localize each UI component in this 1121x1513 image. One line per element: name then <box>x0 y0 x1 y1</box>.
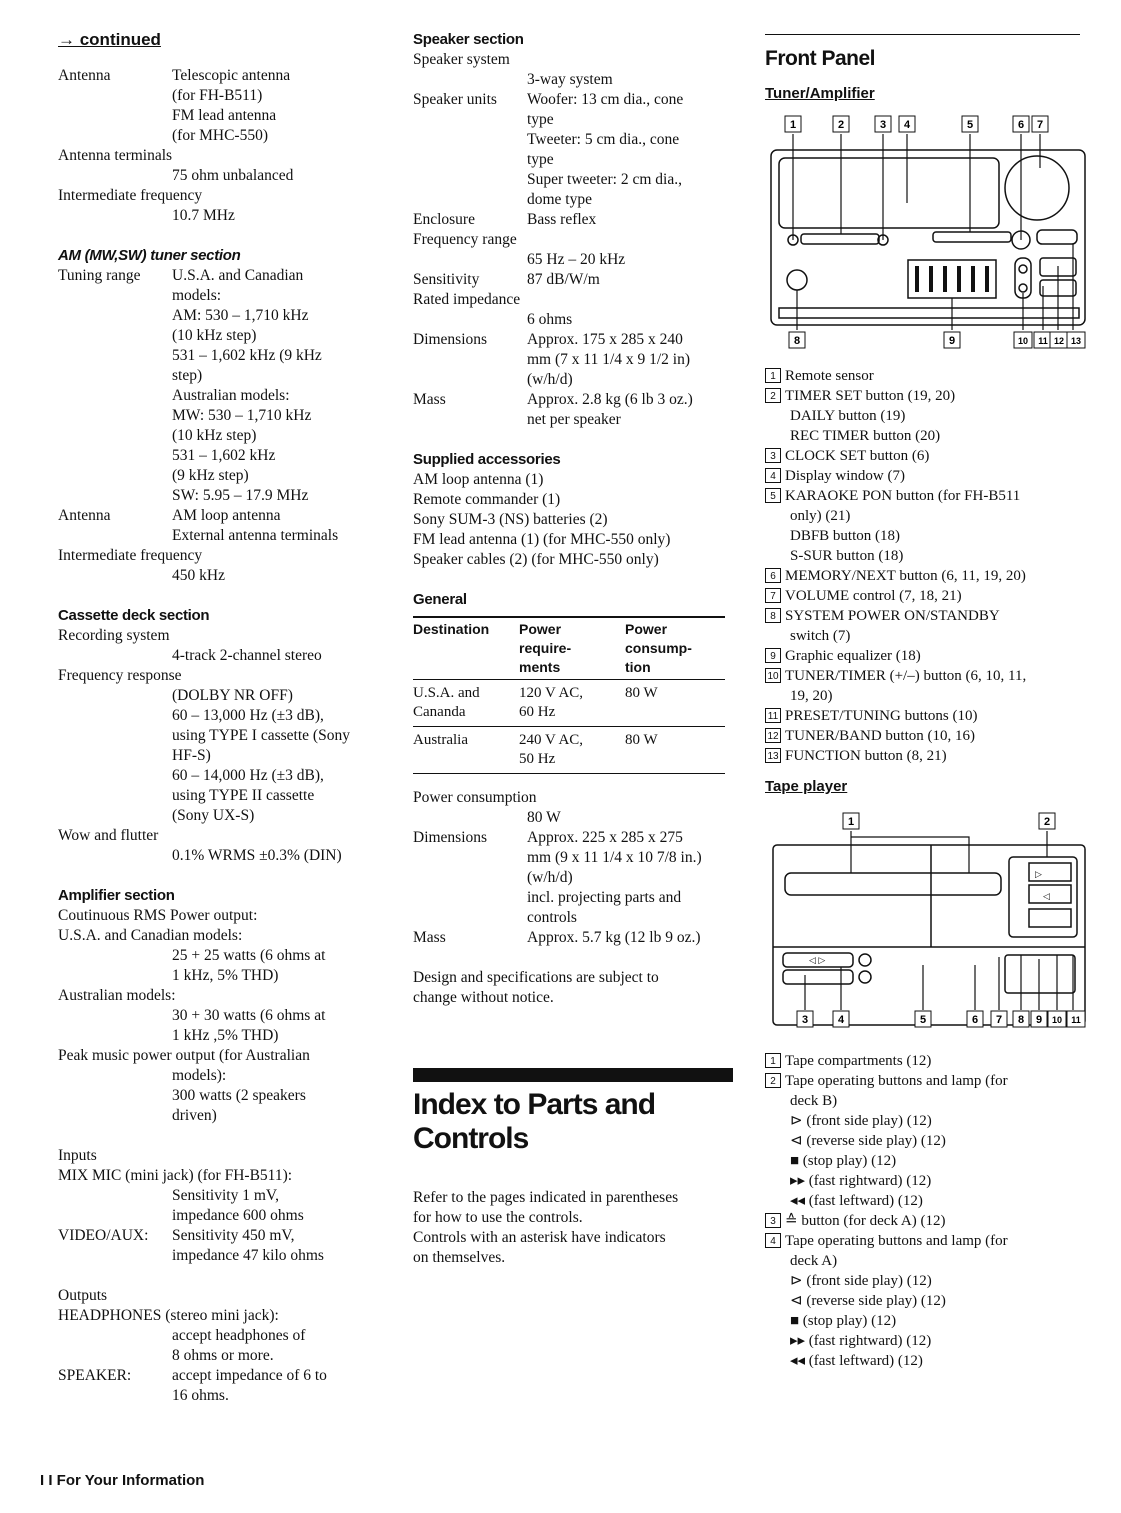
accessory-line: Remote commander (1) <box>413 491 561 508</box>
index-subitem: ⊲ (reverse side play) (12) <box>790 1133 946 1149</box>
index-item <box>765 1231 1095 1251</box>
index-subitem: ■ (stop play) (12) <box>790 1313 897 1329</box>
tape-player-diagram <box>765 805 1095 1045</box>
callout-5 <box>962 116 978 132</box>
index-number: 4 <box>765 468 781 483</box>
index-number: 1 <box>765 1053 781 1068</box>
index-number: 6 <box>765 568 781 583</box>
index-title <box>413 1088 733 1156</box>
index-text: Graphic equalizer (18) <box>785 648 921 664</box>
callout-9 <box>944 332 960 348</box>
tape-callout-2 <box>1039 813 1055 829</box>
index-text: on themselves. <box>413 1249 506 1266</box>
tape-callout-9 <box>1031 1011 1047 1027</box>
index-subitem: ◂◂ (fast leftward) (12) <box>790 1353 923 1369</box>
spec-cont: 16 ohms. <box>172 1387 229 1404</box>
index-number: 9 <box>765 648 781 663</box>
index-text: ≙ button (for deck A) (12) <box>785 1213 946 1229</box>
index-text: Controls with an asterisk have indicators <box>413 1229 666 1246</box>
spec-label: Intermediate frequency <box>58 547 203 564</box>
spec-line: U.S.A. and Canadian models: <box>58 927 243 944</box>
spec-line: Australian models: <box>58 987 176 1004</box>
spec-cont: External antenna terminals <box>172 527 339 544</box>
spec-cont: Australian models: <box>172 387 290 404</box>
spec-value: 75 ohm unbalanced <box>172 167 294 184</box>
index-item <box>765 1051 1095 1071</box>
spec-label: Antenna terminals <box>58 147 173 164</box>
spec-cont: models: <box>172 287 222 304</box>
spec-cont: (w/h/d) <box>527 371 573 388</box>
svg-text:11: 11 <box>1038 336 1048 346</box>
spec-value: 3-way system <box>527 71 613 88</box>
table-cell: 80 W <box>625 727 725 774</box>
spec-label: Antenna <box>58 67 111 84</box>
tape-callout-3 <box>797 1011 813 1027</box>
spec-tuning-range <box>58 266 388 286</box>
callout-3 <box>875 116 891 132</box>
spec-line: Coutinuous RMS Power output: <box>58 907 258 924</box>
index-subitem: ▸▸ (fast rightward) (12) <box>790 1333 932 1349</box>
index-text: Refer to the pages indicated in parentheses <box>413 1189 679 1206</box>
index-subitem: REC TIMER button (20) <box>790 428 941 444</box>
spec-cont: driven) <box>172 1107 217 1124</box>
svg-text:9: 9 <box>1035 1014 1043 1026</box>
table-header <box>519 617 625 680</box>
spec-cont: (w/h/d) <box>527 869 573 886</box>
spec-value: 10.7 MHz <box>172 207 235 224</box>
svg-text:6: 6 <box>1017 119 1025 131</box>
index-number: 13 <box>765 748 781 763</box>
spec-video-aux <box>58 1226 388 1246</box>
tape-callout-11 <box>1067 1011 1085 1027</box>
spec-value: Telescopic antenna <box>172 67 291 84</box>
spec-cont: AM: 530 – 1,710 kHz <box>172 307 309 324</box>
svg-text:5: 5 <box>966 119 974 131</box>
cell-text: Cananda <box>413 704 466 720</box>
index-number: 11 <box>765 708 781 723</box>
svg-text:9: 9 <box>948 335 956 347</box>
specs-column-2 <box>413 30 733 1268</box>
spec-cont: FM lead antenna <box>172 107 277 124</box>
tape-callout-8 <box>1013 1011 1029 1027</box>
specs-column-1 <box>58 30 388 1406</box>
spec-label: Frequency range <box>413 231 517 248</box>
spec-line: HEADPHONES (stereo mini jack): <box>58 1307 279 1324</box>
callout-12 <box>1050 332 1068 348</box>
spec-cont: impedance 600 ohms <box>172 1207 304 1224</box>
cell-text: 60 Hz <box>519 704 556 720</box>
index-item <box>765 646 1095 666</box>
spec-value: 4-track 2-channel stereo <box>172 647 322 664</box>
svg-text:10: 10 <box>1017 336 1029 346</box>
spec-value: Approx. 2.8 kg (6 lb 3 oz.) <box>527 391 693 408</box>
design-note: Design and specifications are subject to <box>413 969 659 986</box>
tape-callout-7 <box>991 1011 1007 1027</box>
index-number: 3 <box>765 448 781 463</box>
spec-label: Rated impedance <box>413 291 521 308</box>
spec-label: Tuning range <box>58 267 141 284</box>
index-item <box>765 446 1095 466</box>
table-cell <box>519 680 625 727</box>
header-text: consump- <box>625 640 692 656</box>
svg-text:10: 10 <box>1051 1015 1063 1025</box>
index-text: Tape compartments (12) <box>785 1053 932 1069</box>
index-item <box>765 726 1095 746</box>
spec-cont: (Sony UX-S) <box>172 807 255 824</box>
spec-cont: mm (7 x 11 1/4 x 9 1/2 in) <box>527 351 691 368</box>
volume-knob <box>1005 156 1069 220</box>
header-text: Destination <box>413 621 490 637</box>
spec-label: Power consumption <box>413 789 537 806</box>
spec-cont: (10 kHz step) <box>172 327 257 344</box>
index-text: TIMER SET button (19, 20) <box>785 388 956 404</box>
accessory-line: FM lead antenna (1) (for MHC-550 only) <box>413 531 671 548</box>
spec-label: Frequency response <box>58 667 182 684</box>
tuner-amplifier-diagram <box>765 108 1095 358</box>
cassette-heading: Cassette deck section <box>58 607 210 624</box>
tape-callout-5 <box>915 1011 931 1027</box>
index-text: CLOCK SET button (6) <box>785 448 930 464</box>
index-number: 8 <box>765 608 781 623</box>
spec-label: Mass <box>413 391 446 408</box>
spec-cont: 1 kHz ,5% THD) <box>172 1027 279 1044</box>
callout-4 <box>899 116 915 132</box>
tuner-amplifier-list <box>765 366 1095 766</box>
index-text: TUNER/BAND button (10, 16) <box>785 728 975 744</box>
index-number: 4 <box>765 1233 781 1248</box>
page-footer: I I For Your Information <box>40 1472 205 1489</box>
spec-speaker-out <box>58 1366 388 1386</box>
svg-text:12: 12 <box>1053 336 1065 346</box>
spec-label: Wow and flutter <box>58 827 159 844</box>
index-item <box>765 586 1095 606</box>
svg-text:7: 7 <box>995 1014 1003 1026</box>
spec-cont: 25 + 25 watts (6 ohms at <box>172 947 326 964</box>
spec-value: 6 ohms <box>527 311 573 328</box>
reverse-icon: ◁ <box>1043 891 1050 901</box>
tape-callout-1 <box>843 813 859 829</box>
top-rule <box>765 34 1080 35</box>
spec-cont: type <box>527 111 554 128</box>
index-subitem: ⊳ (front side play) (12) <box>790 1273 932 1289</box>
table-header <box>625 617 725 680</box>
spec-label: Sensitivity <box>413 271 480 288</box>
spec-cont: SW: 5.95 – 17.9 MHz <box>172 487 309 504</box>
spec-cont: 8 ohms or more. <box>172 1347 274 1364</box>
index-subitem: deck A) <box>790 1253 838 1269</box>
callout-7 <box>1032 116 1048 132</box>
index-subitem: S-SUR button (18) <box>790 548 904 564</box>
speaker-heading: Speaker section <box>413 31 524 48</box>
spec-cont: type <box>527 151 554 168</box>
callout-11 <box>1034 332 1052 348</box>
spec-label: Enclosure <box>413 211 475 228</box>
index-number: 2 <box>765 1073 781 1088</box>
spec-sensitivity <box>413 270 733 290</box>
svg-text:3: 3 <box>879 119 887 131</box>
spec-cont: step) <box>172 367 203 384</box>
accessory-line: AM loop antenna (1) <box>413 471 544 488</box>
spec-cont: 60 – 13,000 Hz (±3 dB), <box>172 707 324 724</box>
svg-text:1: 1 <box>789 119 797 131</box>
table-row <box>413 727 725 774</box>
spec-general-dimensions <box>413 828 733 848</box>
index-number: 7 <box>765 588 781 603</box>
spec-value: Approx. 225 x 285 x 275 <box>527 829 683 846</box>
spec-cont: Sensitivity 1 mV, <box>172 1187 279 1204</box>
svg-text:4: 4 <box>903 119 911 131</box>
tape-callout-10 <box>1048 1011 1066 1027</box>
spec-am-antenna <box>58 506 388 526</box>
svg-text:11: 11 <box>1071 1015 1081 1025</box>
continued-heading: → continued <box>58 30 161 49</box>
index-number: 10 <box>765 668 781 683</box>
index-subitem: switch (7) <box>790 628 851 644</box>
accessories-heading: Supplied accessories <box>413 451 561 468</box>
spec-cont: (10 kHz step) <box>172 427 257 444</box>
spec-cont: 531 – 1,602 kHz (9 kHz <box>172 347 322 364</box>
spec-speaker-units <box>413 90 733 110</box>
spec-value: 87 dB/W/m <box>527 271 600 288</box>
spec-cont: accept headphones of <box>172 1327 306 1344</box>
spec-label: Intermediate frequency <box>58 187 203 204</box>
svg-text:1: 1 <box>847 816 855 828</box>
spec-cont: using TYPE I cassette (Sony <box>172 727 350 744</box>
spec-cont: impedance 47 kilo ohms <box>172 1247 324 1264</box>
spec-cont: controls <box>527 909 577 926</box>
spec-label: Speaker system <box>413 51 510 68</box>
index-text: MEMORY/NEXT button (6, 11, 19, 20) <box>785 568 1026 584</box>
index-subitem: ▸▸ (fast rightward) (12) <box>790 1173 932 1189</box>
svg-text:5: 5 <box>919 1014 927 1026</box>
accessory-line: Sony SUM-3 (NS) batteries (2) <box>413 511 608 528</box>
amplifier-heading: Amplifier section <box>58 887 175 904</box>
index-subitem: DBFB button (18) <box>790 528 901 544</box>
tuner-amplifier-heading: Tuner/Amplifier <box>765 85 875 102</box>
callout-6 <box>1013 116 1029 132</box>
spec-enclosure <box>413 210 733 230</box>
spec-label: SPEAKER: <box>58 1367 132 1384</box>
spec-cont: (DOLBY NR OFF) <box>172 687 293 704</box>
index-text: Tape operating buttons and lamp (for <box>785 1073 1008 1089</box>
index-text: KARAOKE PON button (for FH-B511 <box>785 488 1021 504</box>
spec-cont: (9 kHz step) <box>172 467 249 484</box>
index-text: FUNCTION button (8, 21) <box>785 748 947 764</box>
index-subitem: ■ (stop play) (12) <box>790 1153 897 1169</box>
index-item <box>765 706 1095 726</box>
spec-value: 450 kHz <box>172 567 225 584</box>
index-item <box>765 1211 1095 1231</box>
spec-line: Outputs <box>58 1287 108 1304</box>
index-item <box>765 1071 1095 1091</box>
spec-cont: using TYPE II cassette <box>172 787 315 804</box>
spec-cont: MW: 530 – 1,710 kHz <box>172 407 312 424</box>
cell-text: 120 V AC, <box>519 685 584 701</box>
play-icon: ▷ <box>1035 869 1042 879</box>
svg-text:13: 13 <box>1070 336 1082 346</box>
tape-compartment <box>785 873 1001 895</box>
index-title-line: Index to Parts and <box>413 1088 656 1121</box>
index-number: 2 <box>765 388 781 403</box>
spec-line: Inputs <box>58 1147 97 1164</box>
table-cell: 80 W <box>625 680 725 727</box>
index-item <box>765 366 1095 386</box>
tape-player-list <box>765 1051 1095 1371</box>
spec-cont: (for FH-B511) <box>172 87 263 104</box>
spec-cont: mm (9 x 11 1/4 x 10 7/8 in.) <box>527 849 702 866</box>
display-window <box>779 158 999 228</box>
index-text: for how to use the controls. <box>413 1209 583 1226</box>
spec-dimensions <box>413 330 733 350</box>
spec-value: 80 W <box>527 809 561 826</box>
graphic-equalizer <box>908 260 996 298</box>
index-item <box>765 466 1095 486</box>
spec-cont: dome type <box>527 191 592 208</box>
spec-general-mass <box>413 928 733 948</box>
index-text: PRESET/TUNING buttons (10) <box>785 708 978 724</box>
index-number: 5 <box>765 488 781 503</box>
spec-value: accept impedance of 6 to <box>172 1367 327 1384</box>
svg-text:7: 7 <box>1036 119 1044 131</box>
callout-1 <box>785 116 801 132</box>
index-subitem: only) (21) <box>790 508 851 524</box>
spec-label: Antenna <box>58 507 111 524</box>
header-text: require- <box>519 640 572 656</box>
callout-2 <box>833 116 849 132</box>
spec-cont: 300 watts (2 speakers <box>172 1087 306 1104</box>
index-item <box>765 606 1095 626</box>
callout-13 <box>1067 332 1085 348</box>
svg-text:2: 2 <box>1043 816 1051 828</box>
spec-value: Woofer: 13 cm dia., cone <box>527 91 684 108</box>
spec-cont: HF-S) <box>172 747 211 764</box>
design-note: change without notice. <box>413 989 554 1006</box>
callout-10 <box>1014 332 1032 348</box>
svg-text:6: 6 <box>971 1014 979 1026</box>
index-rule <box>413 1068 733 1082</box>
tape-callout-4 <box>833 1011 849 1027</box>
spec-cont: 531 – 1,602 kHz <box>172 447 276 464</box>
index-subitem: ◂◂ (fast leftward) (12) <box>790 1193 923 1209</box>
spec-value: Bass reflex <box>527 211 597 228</box>
index-item <box>765 566 1095 586</box>
svg-text:8: 8 <box>1017 1014 1025 1026</box>
index-number: 1 <box>765 368 781 383</box>
index-subitem: 19, 20) <box>790 688 833 704</box>
index-text: Display window (7) <box>785 468 905 484</box>
spec-value: Approx. 5.7 kg (12 lb 9 oz.) <box>527 929 701 946</box>
spec-cont: 60 – 14,000 Hz (±3 dB), <box>172 767 324 784</box>
index-subitem: ⊲ (reverse side play) (12) <box>790 1293 946 1309</box>
spec-cont: net per speaker <box>527 411 621 428</box>
spec-label: Recording system <box>58 627 170 644</box>
accessory-line: Speaker cables (2) (for MHC-550 only) <box>413 551 659 568</box>
spec-label: Speaker units <box>413 91 497 108</box>
index-text: TUNER/TIMER (+/–) button (6, 10, 11, <box>785 668 1027 684</box>
index-text: Tape operating buttons and lamp (for <box>785 1233 1008 1249</box>
spec-label: Dimensions <box>413 331 488 348</box>
svg-text:2: 2 <box>837 119 845 131</box>
index-subitem: ⊳ (front side play) (12) <box>790 1113 932 1129</box>
index-text: SYSTEM POWER ON/STANDBY <box>785 608 1000 624</box>
table-row <box>413 680 725 727</box>
cell-text: 50 Hz <box>519 751 556 767</box>
spec-value: Approx. 175 x 285 x 240 <box>527 331 683 348</box>
index-item <box>765 666 1095 686</box>
power-table <box>413 616 725 774</box>
cell-text: 240 V AC, <box>519 732 584 748</box>
header-text: tion <box>625 659 651 675</box>
index-number: 3 <box>765 1213 781 1228</box>
table-cell <box>519 727 625 774</box>
front-panel-title: Front Panel <box>765 47 876 70</box>
header-text: Power <box>625 621 668 637</box>
index-item <box>765 746 1095 766</box>
callout-8 <box>789 332 805 348</box>
spec-line: MIX MIC (mini jack) (for FH-B511): <box>58 1167 293 1184</box>
general-heading: General <box>413 591 467 608</box>
index-text: Remote sensor <box>785 368 874 384</box>
svg-text:4: 4 <box>837 1014 845 1026</box>
table-header-row <box>413 617 725 680</box>
spec-antenna <box>58 66 388 86</box>
spec-cont: Tweeter: 5 cm dia., cone <box>527 131 680 148</box>
index-item <box>765 486 1095 506</box>
spec-line: Peak music power output (for Australian <box>58 1047 310 1064</box>
index-title-line: Controls <box>413 1122 529 1155</box>
svg-text:3: 3 <box>801 1014 809 1026</box>
index-number: 12 <box>765 728 781 743</box>
index-item <box>765 386 1095 406</box>
spec-mass <box>413 390 733 410</box>
spec-value: 0.1% WRMS ±0.3% (DIN) <box>172 847 342 864</box>
index-text: VOLUME control (7, 18, 21) <box>785 588 962 604</box>
spec-value: AM loop antenna <box>172 507 281 524</box>
svg-text:8: 8 <box>793 335 801 347</box>
table-cell <box>413 680 519 727</box>
deck-a-play-icon: ◁ ▷ <box>809 955 826 965</box>
spec-cont: Super tweeter: 2 cm dia., <box>527 171 682 188</box>
spec-label: VIDEO/AUX: <box>58 1227 149 1244</box>
spec-value: U.S.A. and Canadian <box>172 267 304 284</box>
spec-cont: (for MHC-550) <box>172 127 268 144</box>
index-subitem: deck B) <box>790 1093 838 1109</box>
tape-callout-6 <box>967 1011 983 1027</box>
spec-cont: 30 + 30 watts (6 ohms at <box>172 1007 326 1024</box>
spec-cont: models): <box>172 1067 227 1084</box>
tape-player-heading: Tape player <box>765 778 848 795</box>
table-header <box>413 617 519 680</box>
spec-value: 65 Hz – 20 kHz <box>527 251 626 268</box>
spec-label: Dimensions <box>413 829 488 846</box>
table-cell: Australia <box>413 727 519 774</box>
spec-label: Mass <box>413 929 446 946</box>
header-text: ments <box>519 659 561 675</box>
index-column <box>765 34 1095 1371</box>
index-subitem: DAILY button (19) <box>790 408 906 424</box>
cell-text: U.S.A. and <box>413 685 480 701</box>
spec-cont: incl. projecting parts and <box>527 889 682 906</box>
am-tuner-heading: AM (MW,SW) tuner section <box>58 247 241 264</box>
spec-cont: 1 kHz, 5% THD) <box>172 967 279 984</box>
spec-value: Sensitivity 450 mV, <box>172 1227 295 1244</box>
header-text: Power <box>519 621 562 637</box>
